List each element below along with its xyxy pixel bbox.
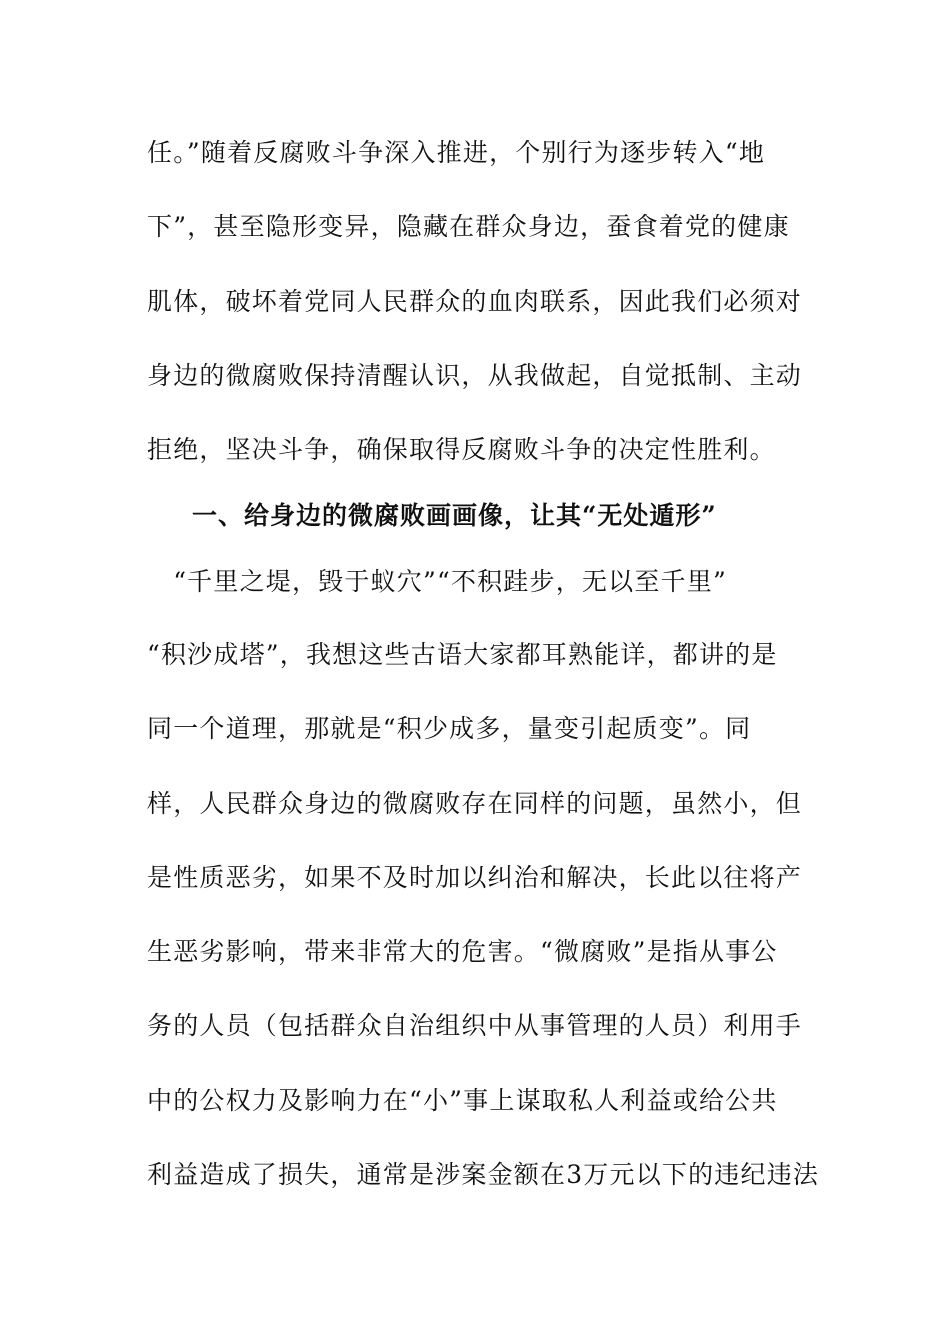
- paragraph-line-4: 身边的微腐败保持清醒认识，从我做起，自觉抵制、主动: [147, 361, 803, 390]
- paragraph-line-5: 拒绝，坚决斗争，确保取得反腐败斗争的决定性胜利。: [147, 435, 776, 464]
- section-line-9: 利益造成了损失，通常是涉案金额在3万元以下的违纪违法: [147, 1160, 820, 1189]
- paragraph-line-3: 肌体，破坏着党同人民群众的血肉联系，因此我们必须对: [147, 287, 803, 316]
- section-line-3: 同一个道理，那就是“积少成多，量变引起质变”。同: [147, 714, 752, 743]
- section-line-7: 务的人员（包括群众自治组织中从事管理的人员）利用手: [147, 1011, 803, 1040]
- section-line-2: “积沙成塔”，我想这些古语大家都耳熟能详，都讲的是: [147, 640, 778, 669]
- section-line-6: 生恶劣影响，带来非常大的危害。“微腐败”是指从事公: [147, 937, 778, 966]
- paragraph-line-1: 任。”随着反腐败斗争深入推进，个别行为逐步转入“地: [147, 138, 766, 167]
- section-line-1: “千里之堤，毁于蚁穴”“不积跬步，无以至千里”: [147, 567, 727, 596]
- paragraph-line-2: 下”，甚至隐形变异，隐藏在群众身边，蚕食着党的健康: [147, 212, 790, 241]
- section-line-4: 样，人民群众身边的微腐败存在同样的问题，虽然小，但: [147, 789, 803, 818]
- section-line-5: 是性质恶劣，如果不及时加以纠治和解决，长此以往将产: [147, 863, 803, 892]
- section-heading: 一、给身边的微腐败画画像，让其“无处遁形”: [192, 501, 717, 530]
- section-line-8: 中的公权力及影响力在“小”事上谋取私人利益或给公共: [147, 1086, 778, 1115]
